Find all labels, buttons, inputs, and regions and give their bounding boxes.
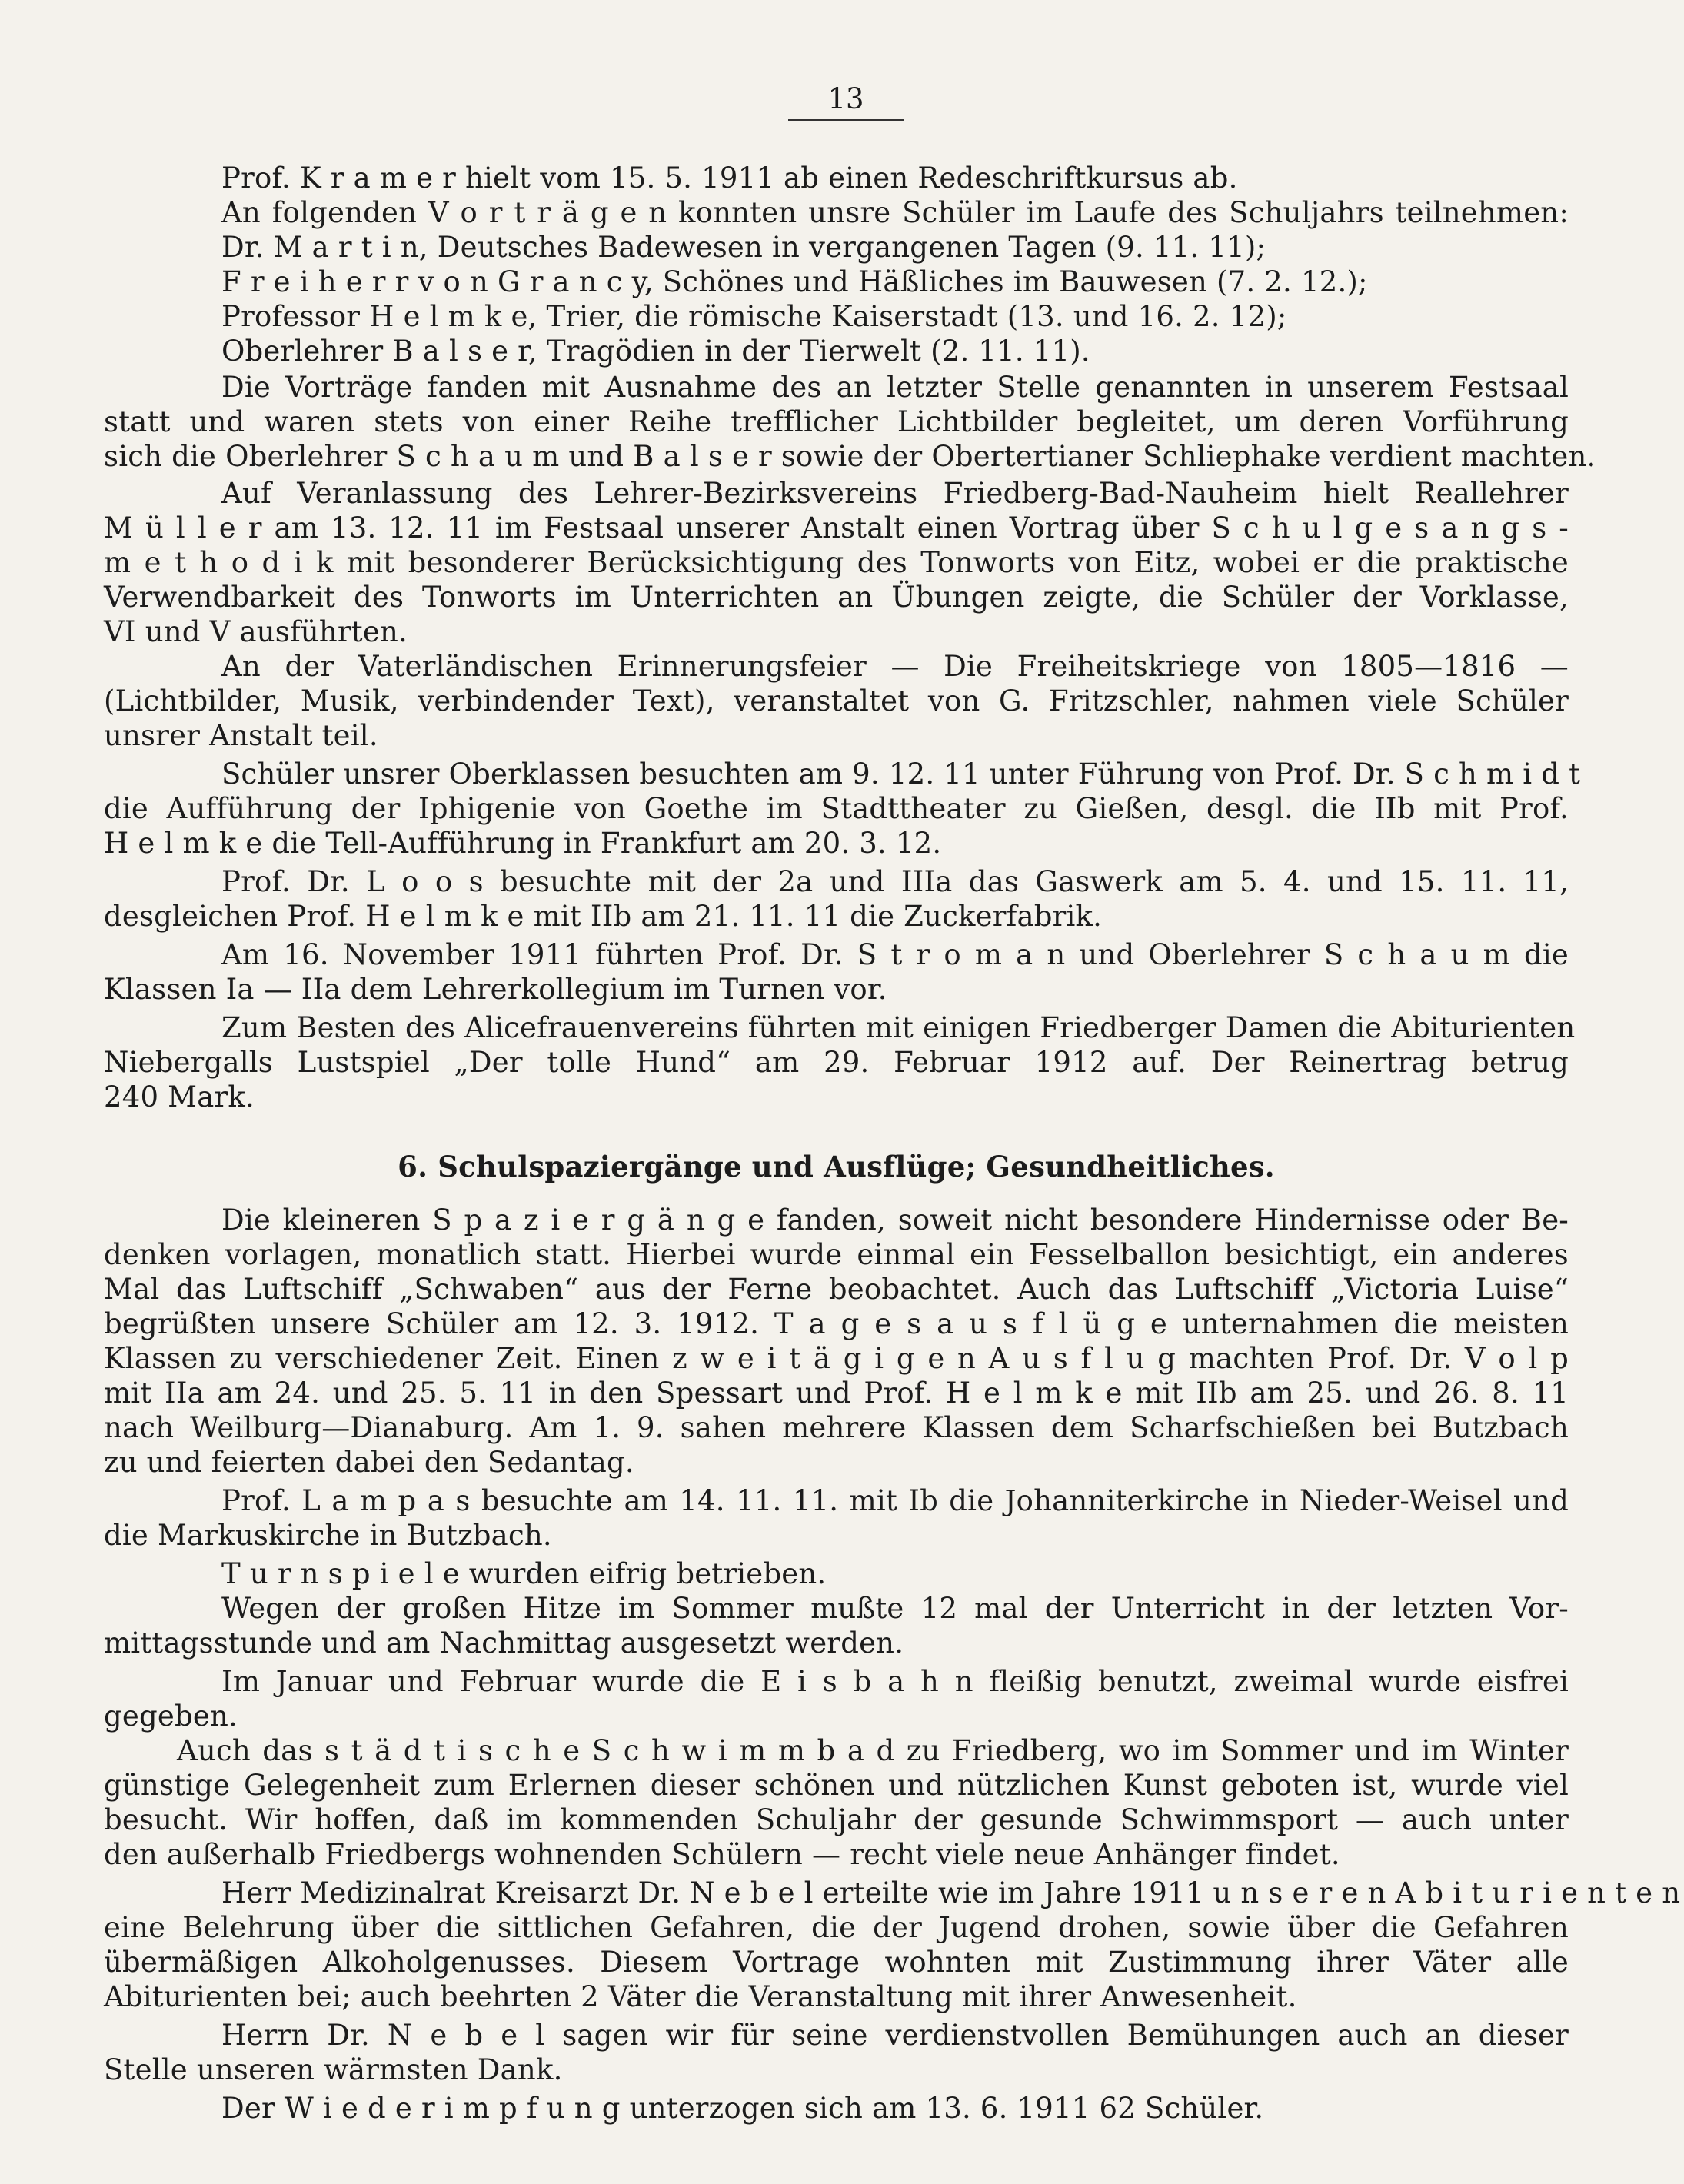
- text-line: besucht. Wir hoffen, daß im kommenden Schuljahr der gesunde Schwimmsport — auch unter: [104, 1803, 1569, 1836]
- text-line: (Lichtbilder, Musik, verbindender Text), veranstaltet von G. Fritzschler, nahmen viele Schüler: [104, 684, 1569, 717]
- text-line: Herrn Dr. N e b e l sagen wir für seine verdienstvollen Bemühungen auch an dieser: [221, 2019, 1569, 2052]
- text-line: gegeben.: [104, 1700, 238, 1733]
- text-line: An der Vaterländischen Erinnerungsfeier — Die Freiheitskriege von 1805—1816 —: [221, 650, 1569, 683]
- text-line: Prof. L a m p a s besuchte am 14. 11. 11. mit Ib die Johanniterkirche in Nieder-Weisel und: [221, 1484, 1569, 1517]
- text-line: VI und V ausführten.: [104, 615, 408, 648]
- text-line: Schüler unsrer Oberklassen besuchten am 9. 12. 11 unter Führung von Prof. Dr. S c h m i d t: [221, 757, 1581, 791]
- text-line: Dr. M a r t i n, Deutsches Badewesen in vergangenen Tagen (9. 11. 11);: [221, 231, 1266, 264]
- section-heading: 6. Schulspaziergänge und Ausflüge; Gesundheitliches.: [398, 1150, 1275, 1184]
- text-line: H e l m k e die Tell-Aufführung in Frankfurt am 20. 3. 12.: [104, 827, 942, 860]
- text-line: statt und waren stets von einer Reihe trefflicher Lichtbilder begleitet, um deren Vorführung: [104, 405, 1569, 438]
- page-number-rule: [788, 119, 904, 121]
- text-line: die Aufführung der Iphigenie von Goethe im Stadttheater zu Gießen, desgl. die IIb mit Prof.: [104, 792, 1569, 825]
- text-line: denken vorlagen, monatlich statt. Hierbei wurde einmal ein Fesselballon besichtigt, ein anderes: [104, 1238, 1569, 1271]
- text-line: zu und feierten dabei den Sedantag.: [104, 1446, 634, 1479]
- text-line: Prof. K r a m e r hielt vom 15. 5. 1911 ab einen Redeschriftkursus ab.: [221, 161, 1238, 195]
- text-line: Herr Medizinalrat Kreisarzt Dr. N e b e l erteilte wie im Jahre 1911 u n s e r e n A b i t u r i e n t e n: [221, 1876, 1681, 1909]
- text-line: Abiturienten bei; auch beehrten 2 Väter die Veranstaltung mit ihrer Anwesenheit.: [104, 1980, 1297, 2013]
- text-line: Zum Besten des Alicefrauenvereins führten mit einigen Friedberger Damen die Abiturienten: [221, 1011, 1576, 1044]
- text-line: sich die Oberlehrer S c h a u m und B a l s e r sowie der Obertertianer Schliephake verdient machten.: [104, 440, 1596, 473]
- text-line: Klassen Ia — IIa dem Lehrerkollegium im Turnen vor.: [104, 973, 887, 1006]
- text-line: übermäßigen Alkoholgenusses. Diesem Vortrage wohnten mit Zustimmung ihrer Väter alle: [104, 1946, 1569, 1979]
- text-line: Am 16. November 1911 führten Prof. Dr. S t r o m a n und Oberlehrer S c h a u m die: [221, 938, 1569, 971]
- text-line: den außerhalb Friedbergs wohnenden Schülern — recht viele neue Anhänger findet.: [104, 1838, 1340, 1871]
- text-line: Auf Veranlassung des Lehrer-Bezirksvereins Friedberg-Bad-Nauheim hielt Reallehrer: [221, 477, 1569, 510]
- text-line: Verwendbarkeit des Tonworts im Unterrichten an Übungen zeigte, die Schüler der Vorklasse,: [104, 581, 1569, 614]
- text-line: T u r n s p i e l e wurden eifrig betrieben.: [221, 1557, 827, 1590]
- text-line: Wegen der großen Hitze im Sommer mußte 12 mal der Unterricht in der letzten Vor-: [221, 1592, 1569, 1625]
- text-line: 240 Mark.: [104, 1080, 255, 1114]
- text-line: Die kleineren S p a z i e r g ä n g e fanden, soweit nicht besondere Hindernisse oder Be-: [221, 1204, 1569, 1237]
- text-line: Im Januar und Februar wurde die E i s b a h n fleißig benutzt, zweimal wurde eisfrei: [221, 1665, 1569, 1698]
- text-line: unsrer Anstalt teil.: [104, 719, 378, 752]
- text-line: begrüßten unsere Schüler am 12. 3. 1912. T a g e s a u s f l ü g e unternahmen die meisten: [104, 1307, 1569, 1340]
- text-line: die Markuskirche in Butzbach.: [104, 1519, 552, 1552]
- text-line: Mal das Luftschiff „Schwaben“ aus der Ferne beobachtet. Auch das Luftschiff „Victoria Luise“: [104, 1273, 1569, 1306]
- text-line: M ü l l e r am 13. 12. 11 im Festsaal unserer Anstalt einen Vortrag über S c h u l g e s a n g s -: [104, 511, 1569, 544]
- text-line: Niebergalls Lustspiel „Der tolle Hund“ am 29. Februar 1912 auf. Der Reinertrag betrug: [104, 1046, 1569, 1079]
- text-line: m e t h o d i k mit besonderer Berücksichtigung des Tonworts von Eitz, wobei er die praktische: [104, 546, 1569, 579]
- text-line: Auch das s t ä d t i s c h e S c h w i m m b a d zu Friedberg, wo im Sommer und im Winter: [177, 1734, 1569, 1767]
- text-line: Klassen zu verschiedener Zeit. Einen z w e i t ä g i g e n A u s f l u g machten Prof. Dr. V o l p: [104, 1342, 1569, 1375]
- text-line: mit IIa am 24. und 25. 5. 11 in den Spessart und Prof. H e l m k e mit IIb am 25. und 26. 8. 11: [104, 1377, 1569, 1410]
- text-line: mittagsstunde und am Nachmittag ausgesetzt werden.: [104, 1626, 904, 1660]
- text-line: An folgenden V o r t r ä g e n konnten unsre Schüler im Laufe des Schuljahrs teilnehmen:: [221, 196, 1569, 229]
- text-line: Professor H e l m k e, Trier, die römische Kaiserstadt (13. und 16. 2. 12);: [221, 300, 1287, 333]
- text-line: Der W i e d e r i m p f u n g unterzogen sich am 13. 6. 1911 62 Schüler.: [221, 2092, 1264, 2125]
- text-line: eine Belehrung über die sittlichen Gefahren, die der Jugend drohen, sowie über die Gefahren: [104, 1911, 1569, 1944]
- text-line: Die Vorträge fanden mit Ausnahme des an letzter Stelle genannten in unserem Festsaal: [221, 371, 1569, 404]
- text-line: desgleichen Prof. H e l m k e mit IIb am 21. 11. 11 die Zuckerfabrik.: [104, 900, 1103, 933]
- text-line: F r e i h e r r v o n G r a n c y, Schönes und Häßliches im Bauwesen (7. 2. 12.);: [221, 265, 1368, 298]
- text-line: günstige Gelegenheit zum Erlernen dieser schönen und nützlichen Kunst geboten ist, wurde viel: [104, 1769, 1569, 1802]
- text-line: Stelle unseren wärmsten Dank.: [104, 2053, 563, 2086]
- page-number: 13: [827, 82, 864, 115]
- text-line: nach Weilburg—Dianaburg. Am 1. 9. sahen mehrere Klassen dem Scharfschießen bei Butzbach: [104, 1411, 1569, 1444]
- text-line: Prof. Dr. L o o s besuchte mit der 2a und IIIa das Gaswerk am 5. 4. und 15. 11. 11,: [221, 865, 1569, 898]
- text-line: Oberlehrer B a l s e r, Tragödien in der Tierwelt (2. 11. 11).: [221, 335, 1090, 368]
